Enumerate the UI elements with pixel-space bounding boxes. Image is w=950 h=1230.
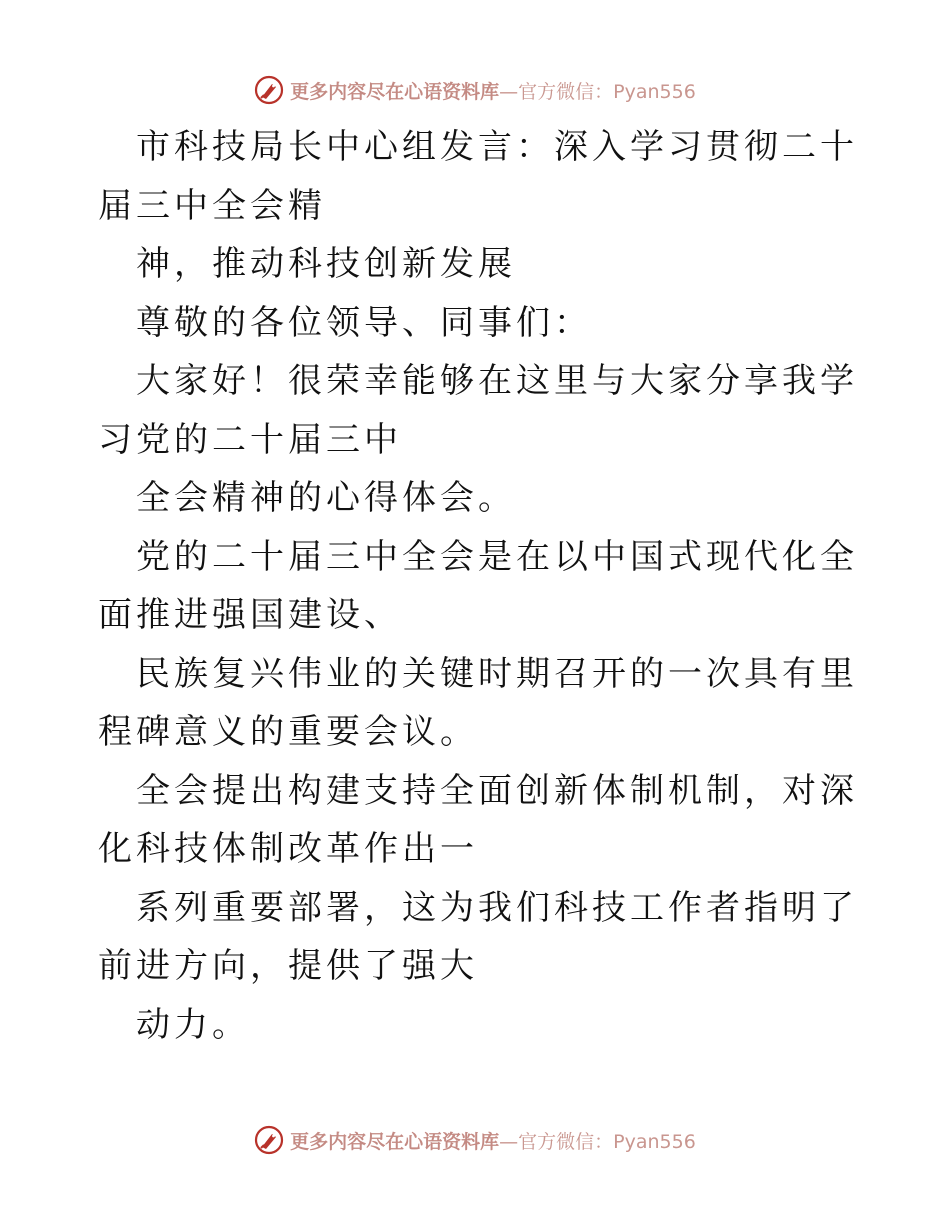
pen-nib-logo-icon — [254, 1125, 284, 1155]
paragraph-line-9: 系列重要部署，这为我们科技工作者指明了前进方向，提供了强大 — [98, 887, 858, 986]
paragraph-line-3: 尊敬的各位领导、同事们： — [136, 302, 592, 343]
document-body — [98, 118, 858, 1054]
pen-nib-logo-icon — [254, 75, 284, 105]
paragraph-line-8: 全会提出构建支持全面创新体制机制，对深化科技体制改革作出一 — [98, 770, 858, 869]
paragraph-line-2: 神，推动科技创新发展 — [136, 244, 516, 284]
paragraph-line-6: 党的二十届三中全会是在以中国式现代化全面推进强国建设、 — [98, 536, 858, 635]
paragraph-line-4: 大家好！很荣幸能够在这里与大家分享我学习党的二十届三中 — [98, 361, 858, 460]
watermark-text: 更多内容尽在心语资料库—官方微信：Pyan556 — [290, 1130, 696, 1153]
footer-watermark — [0, 1120, 950, 1160]
paragraph-line-1: 市科技局长中心组发言：深入学习贯彻二十届三中全会精 — [98, 127, 858, 226]
paragraph-line-7: 民族复兴伟业的关键时期召开的一次具有里程碑意义的重要会议。 — [98, 653, 858, 752]
header-watermark — [0, 70, 950, 110]
watermark-text: 更多内容尽在心语资料库—官方微信：Pyan556 — [290, 80, 696, 103]
paragraph-line-5: 全会精神的心得体会。 — [136, 478, 516, 518]
paragraph-line-10: 动力。 — [136, 1004, 250, 1045]
